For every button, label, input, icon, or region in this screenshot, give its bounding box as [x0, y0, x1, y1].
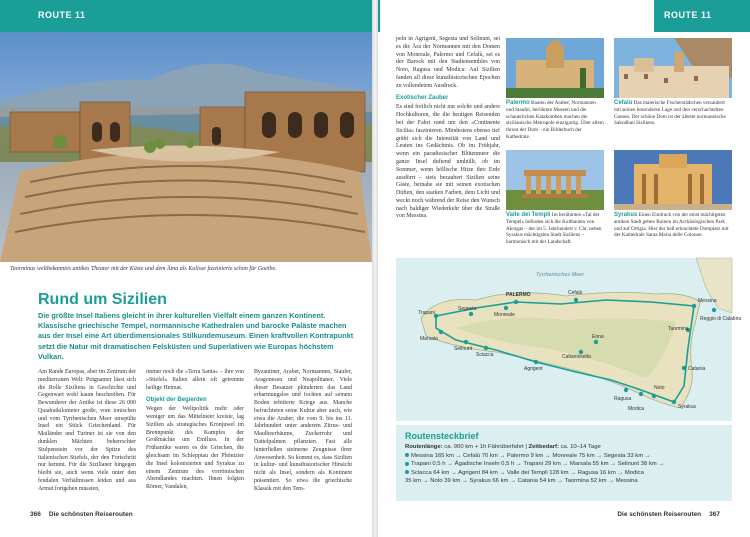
route-stops-line: [405, 452, 723, 461]
map-city: Modica: [628, 406, 645, 412]
stop-dot-icon: [405, 453, 409, 457]
page-number: 367: [709, 511, 720, 518]
map-city: PALERMO: [506, 292, 531, 298]
body-paragraph: peln in Agrigent, Segesta und Selinunt, sei es die Ära der Normannen mit den Domen von Monreale, Palermo und Cefalù, sei es der Barock mit den Stadtensembles von Noto, Ragusa und Modica: Auf Sizilien fanden all diese kunsthistorischen Epochen zu vollendetem Ausdruck.: [396, 36, 500, 89]
map-city: Ragusa: [614, 396, 632, 402]
body-paragraph: Am Rande Europas, aber im Zentrum der mediterranen Welt: Prägnanter lässt sich die Rolle Siziliens in Geschichte und Gegenwart wohl kaum beschreiben. Für Bewunderer der Antike ist diese 26 000 Quadratkilometer große, vom ionischen und vom Tyrrhenischen Meer umspülte Insel ein Stück Griechenland. Für Mailänder und Turiner ist sie von den dunklen Mächten beherrschter Stulpenstein vor der Spitze des italienischen Stiefels, der den Fortschritt nur hemmt. Für die Sizilianer hingegen bleibt sie, auch wenn viele unter den feudalen Verhältnissen leiden und aus Armut fortgehen mussten,: [38, 369, 136, 492]
syrakus-photo: [614, 150, 732, 210]
map-city: Messina: [698, 298, 717, 304]
map-city: Enna: [592, 334, 604, 340]
map-city: Selinunt: [454, 346, 473, 352]
map-city: Reggio di Calabria: [700, 316, 742, 322]
syrakus-caption: [614, 212, 732, 239]
palermo-name: Palermo: [506, 100, 530, 106]
text-column-2: [146, 369, 244, 494]
map-city: Monreale: [494, 312, 515, 318]
valle-name: Valle dei Templi: [506, 212, 551, 218]
length-label: Routenlänge:: [405, 444, 443, 450]
valle-text: Im berühmten »Tal der Tempel« befinden sich die Kultbauten von Akragas – der im 5. Jahrhundert v. Chr. neben Syrakus mächtigsten Stadt Siziliens – harmonisch mit der Landschaft.: [506, 212, 602, 245]
route-header-right: [654, 0, 750, 32]
body-paragraph: Es sind freilich nicht nur solche und andere Hochkulturen, die die heutigen Reisenden bei der Fahrt rund um den »Continente Sicilia« faszinieren. Mindestens ebenso tief gräbt sich die Intensität von Land und Leuten ins Gedächtnis. Ob im Frühjahr, wenn ein paradiesischer Blütenmeer die ganze Insel duftend umhüllt, ob im Sommer, wenn höllische Hitze ihre Erde ausdörrt – stets bezaubert Sizilien seine Gäste, beinahe sie mit seinen exotischen Düften, den starken Farben, dem Licht und weckt noch während der Reise den Wunsch nach baldiger Wiederkehr über die Straße von Messina.: [396, 104, 500, 220]
route-stops-text: Messina 165 km → Cefalù 70 km → Palermo 9 km → Monreale 75 km → Segesta 33 km →: [411, 452, 651, 459]
cefalu-photo: [614, 38, 732, 98]
map-city: Sciacca: [476, 352, 494, 358]
cefalu-name: Cefalù: [614, 100, 633, 106]
syrakus-image: [614, 150, 732, 210]
map-city: Marsala: [420, 336, 438, 342]
map-city: Taormina: [668, 326, 689, 332]
route-brief-title: Routensteckbrief: [405, 431, 479, 441]
text-column-3: [254, 369, 352, 496]
temple-image: [506, 150, 604, 210]
stop-dot-icon: [405, 462, 409, 466]
syrakus-name: Syrakus: [614, 212, 638, 218]
map-graphic: [396, 258, 742, 421]
route-stops-line: [405, 469, 723, 478]
length-value: ca. 900 km + 1h Fährüberfahrt: [444, 444, 524, 450]
syrakus-text: Einen Eindruck von der einst mächtigsten antiken Stadt geben Ruinen im Archäologischen Park und auf Ortigia. Hier der hell erleuchtete Domplatz mit der Kathedrale Santa Maria delle Colonne.: [614, 212, 729, 239]
footer-text: Die schönsten Reiserouten: [617, 511, 702, 518]
route-stops-line: [405, 460, 723, 469]
route-stops-line: [405, 477, 723, 486]
route-stops-text: Trapani 0,5 h → Ägadische Inseln 0,5 h → Trapani 29 km → Marsala 55 km → Selinunt 38 km →: [411, 461, 665, 468]
body-paragraph: immer noch die »Terra Santa« – ihre von »Stiefel« Italien allein oft getrennte heilige Heimat.: [146, 369, 244, 391]
map-city: Syrakus: [678, 404, 697, 410]
left-page: [0, 0, 372, 537]
body-paragraph: Byzantiner, Araber, Normannen, Staufer, Aragonesen und Neapolitaner. Viele dieser Besatzer plünderten das Land erbarmungslos und fochten auf seinem Boden erbitterte Kriege aus. Manche befruchteten seine Kultur aber auch, wie etwa die Araber, die vom 9. bis ins 11. Jahrhundert unter anderem Zitrus- und Maulbeerbäume, Zuckerrohr und Dattelpalmen pflanzten. Fast alle hinterließen steinerne Zeugnisse ihrer Anwesenheit. So kommt es, dass Sizilien in kultur- und kunsthistorischer Hinsicht nicht als Insel, sondern als Kontinent präsentiert. So etwa die griechische Klassik mit den Tem-: [254, 369, 352, 492]
route-stops-text: 35 km → Noto 39 km → Syrakus 66 km → Catania 54 km → Taormina 52 km → Messina: [405, 478, 638, 485]
route-header-left: [0, 0, 372, 32]
map-city: Cefalù: [568, 290, 583, 296]
page-number: 366: [30, 511, 41, 518]
route-brief-box: [396, 425, 732, 501]
valle-dei-templi-photo: [506, 150, 604, 210]
page-footer-left: [30, 511, 133, 518]
map-city: Caltanissetta: [562, 354, 591, 360]
route-brief-summary: Routenlänge: ca. 900 km + 1h Fährüberfahrt | Zeitbedarf: ca. 10–14 Tage: [405, 444, 601, 450]
map-city: Catania: [688, 366, 706, 372]
route-label: ROUTE 11: [664, 10, 712, 20]
palermo-caption: [506, 100, 604, 141]
route-edge: [378, 0, 380, 32]
theater-illustration: [0, 32, 372, 262]
cefalu-image: [614, 38, 732, 98]
palermo-text: Bauten der Araber, Normannen und Staufer, berühmte Museen und die schauerlichen Katakomben machen die sizilianische Metropole einzigartig. Über allem thront der Dom – ein Bilderbuch der Kathedrale.: [506, 100, 604, 140]
duration-label: Zeitbedarf:: [528, 444, 559, 450]
map-city: Agrigent: [524, 366, 543, 372]
valle-caption: [506, 212, 604, 246]
right-page: [378, 0, 750, 537]
palermo-image: [506, 38, 604, 98]
map-city: Segesta: [458, 306, 477, 312]
route-stops-text: Sciacca 64 km → Agrigent 84 km → Valle dei Templi 128 km → Ragusa 16 km → Modica: [411, 469, 644, 476]
section-heading: Exotischer Zauber: [396, 95, 449, 102]
taormina-theater-photo: [0, 32, 372, 262]
article-intro: Die größte Insel Italiens gleicht in ihrer kulturellen Vielfalt einem ganzen Kontinent. Klassische griechische Tempel, normannische Kathedralen und barocke Paläste machen aus der Insel eine Art überdimensionales Stilkundemuseum. Einen kraftvollen Kontrapunkt setzt die Natur mit dramatischen Felsküsten und Superlativen wie Europas höchstem Vulkan.: [38, 311, 354, 361]
palermo-photo: [506, 38, 604, 98]
sicily-route-map: [396, 258, 742, 421]
sea-label: Tyrrhenisches Meer: [536, 272, 585, 278]
body-paragraph: Wegen der Weltpolitik mehr oder weniger um das Mittelmeer kreiste, lag Sizilien als strategisches Kronjuwel im Brennpunkt des Kampfes der Großmächte um Einfluss. In der Frühantike waren es die Griechen, die gleichsam im Schlepptau der Phönizier die Insel kolonisierten und Syrakus zu einem Zentrum des vorrömischen Abendlandes machten. Ihnen folgten Römer, Vandalen,: [146, 406, 244, 491]
text-column-right: [396, 36, 500, 223]
article-title: Rund um Sizilien: [38, 291, 167, 308]
photo-caption: Taorminas weltbekanntes antikes Theater mit der Küste und dem Ätna als Kulisse faszinierte schon für Goethe.: [10, 266, 277, 272]
map-city: Trapani: [418, 310, 435, 316]
footer-text: Die schönsten Reiserouten: [48, 511, 133, 518]
stop-dot-icon: [405, 470, 409, 474]
map-city: Noto: [654, 385, 665, 391]
duration-value: ca. 10–14 Tage: [560, 444, 601, 450]
text-column-1: [38, 369, 136, 496]
cefalu-text: Das malerische Fischerstädtchen verzaubert mit seinen besonderen Lage und den verschachtelten Gassen. Der schöne Dom ist der älteste normannische Sakralbau Siziliens.: [614, 100, 726, 127]
section-heading: Objekt der Begierden: [146, 397, 207, 404]
page-footer-right: [609, 511, 720, 518]
route-label: ROUTE 11: [38, 10, 86, 20]
cefalu-caption: [614, 100, 732, 127]
